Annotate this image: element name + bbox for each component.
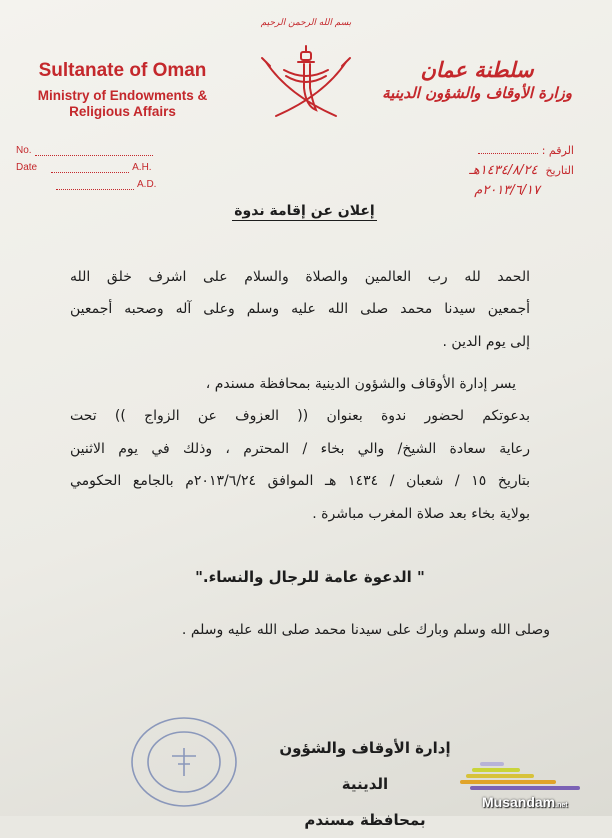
- watermark-text: [482, 794, 568, 810]
- date-ah-dotted-line: [51, 163, 129, 173]
- khanjar-emblem-icon: [258, 40, 354, 122]
- paragraph-line: إلى يوم الدين .: [442, 333, 530, 350]
- announcement-title: إعلان عن إقامة ندوة: [232, 203, 377, 221]
- paragraph-line: رعاية سعادة الشيخ/ والي بخاء / المحترم ، وذلك في يوم الاثنين: [70, 440, 530, 457]
- signature-line2: بمحافظة مسندم: [304, 811, 426, 829]
- date-hijri-handwritten: ١٤٣٤/٨/٢٤هـ: [469, 163, 538, 178]
- date-ad-dotted-line: [56, 180, 134, 190]
- ar-no-dotted-line: [478, 143, 538, 154]
- english-reference-fields: [16, 145, 156, 196]
- en-date-label: Date: [16, 162, 38, 173]
- en-ad-label: A.D.: [137, 179, 157, 190]
- watermark-suffix: .net: [555, 802, 568, 809]
- signature-block: [265, 730, 465, 838]
- ar-date-label: التاريخ: [545, 164, 574, 177]
- paragraph-line: بدعوتكم لحضور ندوة بعنوان (( العزوف عن الزواج )) تحت: [70, 408, 530, 425]
- en-country-title: Sultanate of Oman: [38, 60, 207, 81]
- letterhead-english: [20, 60, 225, 119]
- en-ah-label: A.H.: [132, 162, 152, 173]
- ar-no-label: الرقم :: [541, 144, 574, 157]
- public-invitation-note: " الدعوة عامة للرجال والنساء.": [195, 568, 425, 586]
- en-ministry-line2: Religious Affairs: [69, 104, 176, 119]
- signature-line1: إدارة الأوقاف والشؤون الدينية: [279, 739, 451, 793]
- paragraph-line: أجمعين سيدنا محمد صلى الله عليه وسلم وعلى آله وصحبه أجمعين: [70, 301, 530, 318]
- no-dotted-line: [35, 146, 153, 156]
- ar-ministry-name: وزارة الأوقاف والشؤون الدينية: [382, 84, 572, 102]
- invitation-paragraph: [70, 368, 530, 530]
- paragraph-line: بتاريخ ١٥ / شعبان / ١٤٣٤ هـ الموافق ٢٠١٣/٦/٢٤م بالجامع الحكومي: [70, 473, 531, 490]
- paragraph-line: الحمد لله رب العالمين والصلاة والسلام على اشرف خلق الله: [70, 269, 530, 285]
- date-gregorian-handwritten: ٢٠١٣/٦/١٧م: [474, 183, 540, 198]
- ministry-stamp-icon: [122, 710, 252, 810]
- basmala-text: بسم الله الرحمن الرحيم: [260, 18, 352, 28]
- opening-paragraph: [70, 261, 530, 358]
- en-ministry-line1: Ministry of Endowments &: [37, 88, 208, 103]
- letterhead-arabic: [382, 58, 572, 102]
- arabic-reference-fields: [469, 143, 574, 203]
- ar-country-title: سلطنة عمان: [420, 58, 534, 82]
- en-no-label: No.: [16, 145, 32, 156]
- watermark-name: Musandam: [482, 794, 556, 810]
- paragraph-line: بولاية بخاء بعد صلاة المغرب مباشرة .: [312, 505, 530, 522]
- paragraph-line: يسر إدارة الأوقاف والشؤون الدينية بمحافظة مسندم ،: [205, 376, 516, 392]
- closing-salutation: وصلى الله وسلم وبارك على سيدنا محمد صلى الله عليه وسلم .: [181, 622, 550, 638]
